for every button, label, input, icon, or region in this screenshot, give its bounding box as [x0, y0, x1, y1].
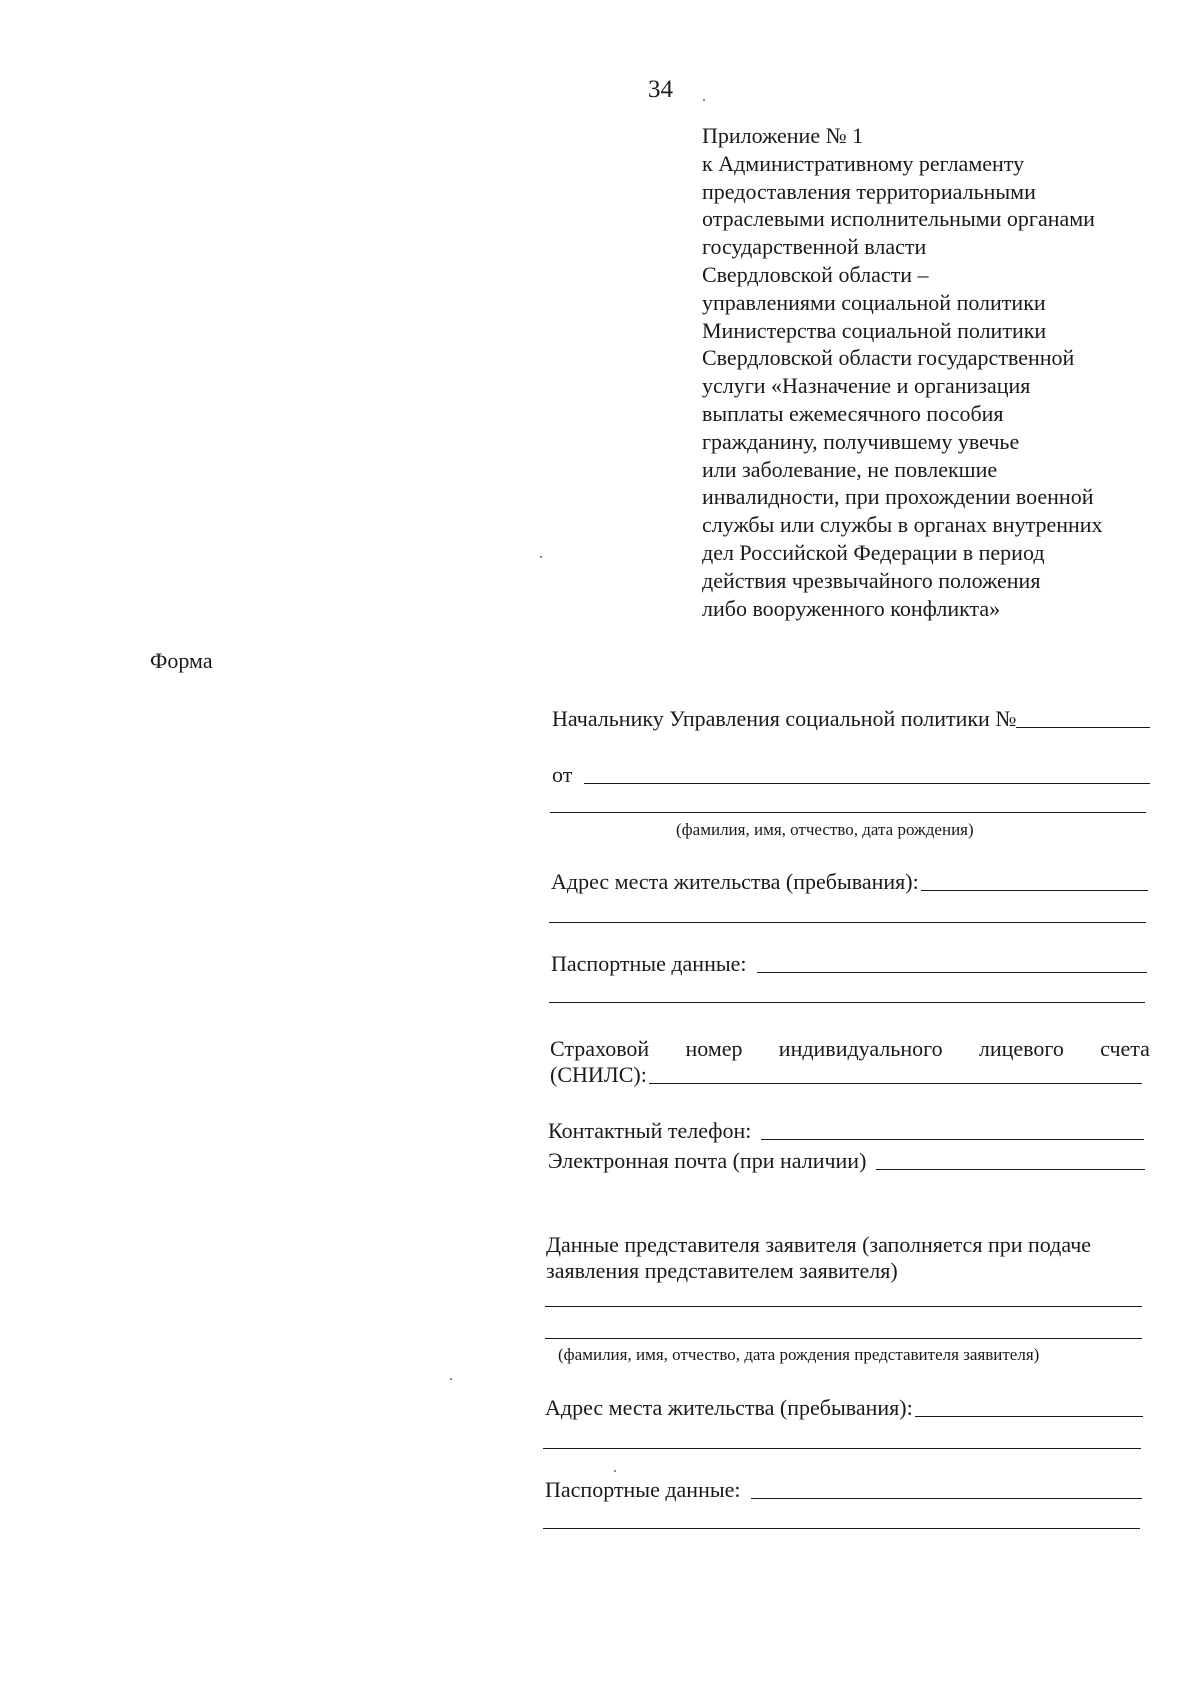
- email-label: Электронная почта (при наличии): [548, 1148, 867, 1173]
- page-number: 34: [648, 76, 673, 103]
- appendix-line: к Административному регламенту: [702, 150, 1025, 176]
- appendix-header: [702, 122, 1103, 622]
- department-number-field[interactable]: [1016, 726, 1150, 728]
- representative-heading-line2: заявления представителем заявителя): [546, 1258, 898, 1283]
- applicant-caption: (фамилия, имя, отчество, дата рождения): [676, 820, 974, 839]
- appendix-line: управлениями социальной политики: [702, 289, 1046, 315]
- appendix-line: либо вооруженного конфликта»: [702, 595, 1001, 621]
- representative-name-field-line2[interactable]: [545, 1338, 1142, 1339]
- passport-line: [551, 951, 1147, 977]
- appendix-line: Министерства социальной политики: [702, 317, 1047, 343]
- snils-word: лицевого: [978, 1036, 1064, 1061]
- applicant-name-field[interactable]: [584, 782, 1150, 784]
- representative-name-field[interactable]: [545, 1306, 1142, 1307]
- rep-address-line: [545, 1395, 1143, 1421]
- form-label: Форма: [150, 648, 213, 673]
- applicant-name-field-line2[interactable]: [550, 812, 1146, 813]
- appendix-line: службы или службы в органах внутренних: [702, 512, 1103, 538]
- passport-field[interactable]: [757, 971, 1148, 973]
- scan-speck: [614, 1470, 616, 1472]
- snils-word: Страховой: [550, 1036, 650, 1061]
- rep-address-field[interactable]: [915, 1415, 1143, 1417]
- addressee-line: [552, 706, 1150, 732]
- appendix-line: Свердловской области –: [702, 261, 929, 287]
- representative-caption: (фамилия, имя, отчество, дата рождения представителя заявителя): [558, 1345, 1040, 1364]
- phone-line: [548, 1118, 1144, 1144]
- snils-word: индивидуального: [778, 1036, 943, 1061]
- snils-word: счета: [1100, 1036, 1150, 1061]
- from-label: от: [552, 762, 573, 787]
- snils-field[interactable]: [649, 1082, 1142, 1084]
- appendix-line: выплаты ежемесячного пособия: [702, 400, 1004, 426]
- appendix-line: Приложение № 1: [702, 123, 864, 148]
- scan-speck: [450, 1378, 452, 1380]
- from-line: [552, 762, 1150, 788]
- email-field[interactable]: [876, 1168, 1145, 1170]
- appendix-line: или заболевание, не повлекшие: [702, 456, 998, 482]
- appendix-line: Свердловской области государственной: [702, 345, 1075, 371]
- appendix-line: гражданину, получившему увечье: [702, 428, 1020, 454]
- representative-heading-line1: Данные представителя заявителя (заполняется при подаче: [546, 1232, 1092, 1257]
- address-field[interactable]: [921, 889, 1148, 891]
- rep-passport-field[interactable]: [751, 1497, 1143, 1499]
- address-field-line2[interactable]: [549, 922, 1146, 923]
- appendix-line: действия чрезвычайного положения: [702, 567, 1041, 593]
- rep-passport-label: Паспортные данные:: [545, 1477, 741, 1502]
- appendix-line: государственной власти: [702, 234, 927, 260]
- snils-line1: [550, 1036, 1150, 1062]
- scan-speck: [703, 99, 705, 101]
- rep-address-label: Адрес места жительства (пребывания):: [545, 1395, 913, 1420]
- phone-label: Контактный телефон:: [548, 1118, 752, 1143]
- snils-line2: [550, 1062, 1142, 1088]
- passport-field-line2[interactable]: [549, 1002, 1145, 1003]
- appendix-line: отраслевыми исполнительными органами: [702, 206, 1095, 232]
- addressee-label: Начальнику Управления социальной политики №: [552, 706, 1017, 731]
- appendix-line: инвалидности, при прохождении военной: [702, 484, 1094, 510]
- snils-word: номер: [685, 1036, 743, 1061]
- scan-speck: [540, 556, 542, 558]
- rep-address-field-line2[interactable]: [543, 1448, 1141, 1449]
- rep-passport-field-line2[interactable]: [543, 1528, 1140, 1529]
- appendix-line: услуги «Назначение и организация: [702, 373, 1031, 399]
- email-line: [548, 1148, 1145, 1174]
- address-label: Адрес места жительства (пребывания):: [551, 869, 919, 894]
- address-line: [551, 869, 1148, 895]
- rep-passport-line: [545, 1477, 1142, 1503]
- phone-field[interactable]: [761, 1138, 1144, 1140]
- passport-label: Паспортные данные:: [551, 951, 747, 976]
- appendix-line: предоставления территориальными: [702, 178, 1036, 204]
- appendix-line: дел Российской Федерации в период: [702, 539, 1045, 565]
- snils-label: (СНИЛС):: [550, 1062, 647, 1087]
